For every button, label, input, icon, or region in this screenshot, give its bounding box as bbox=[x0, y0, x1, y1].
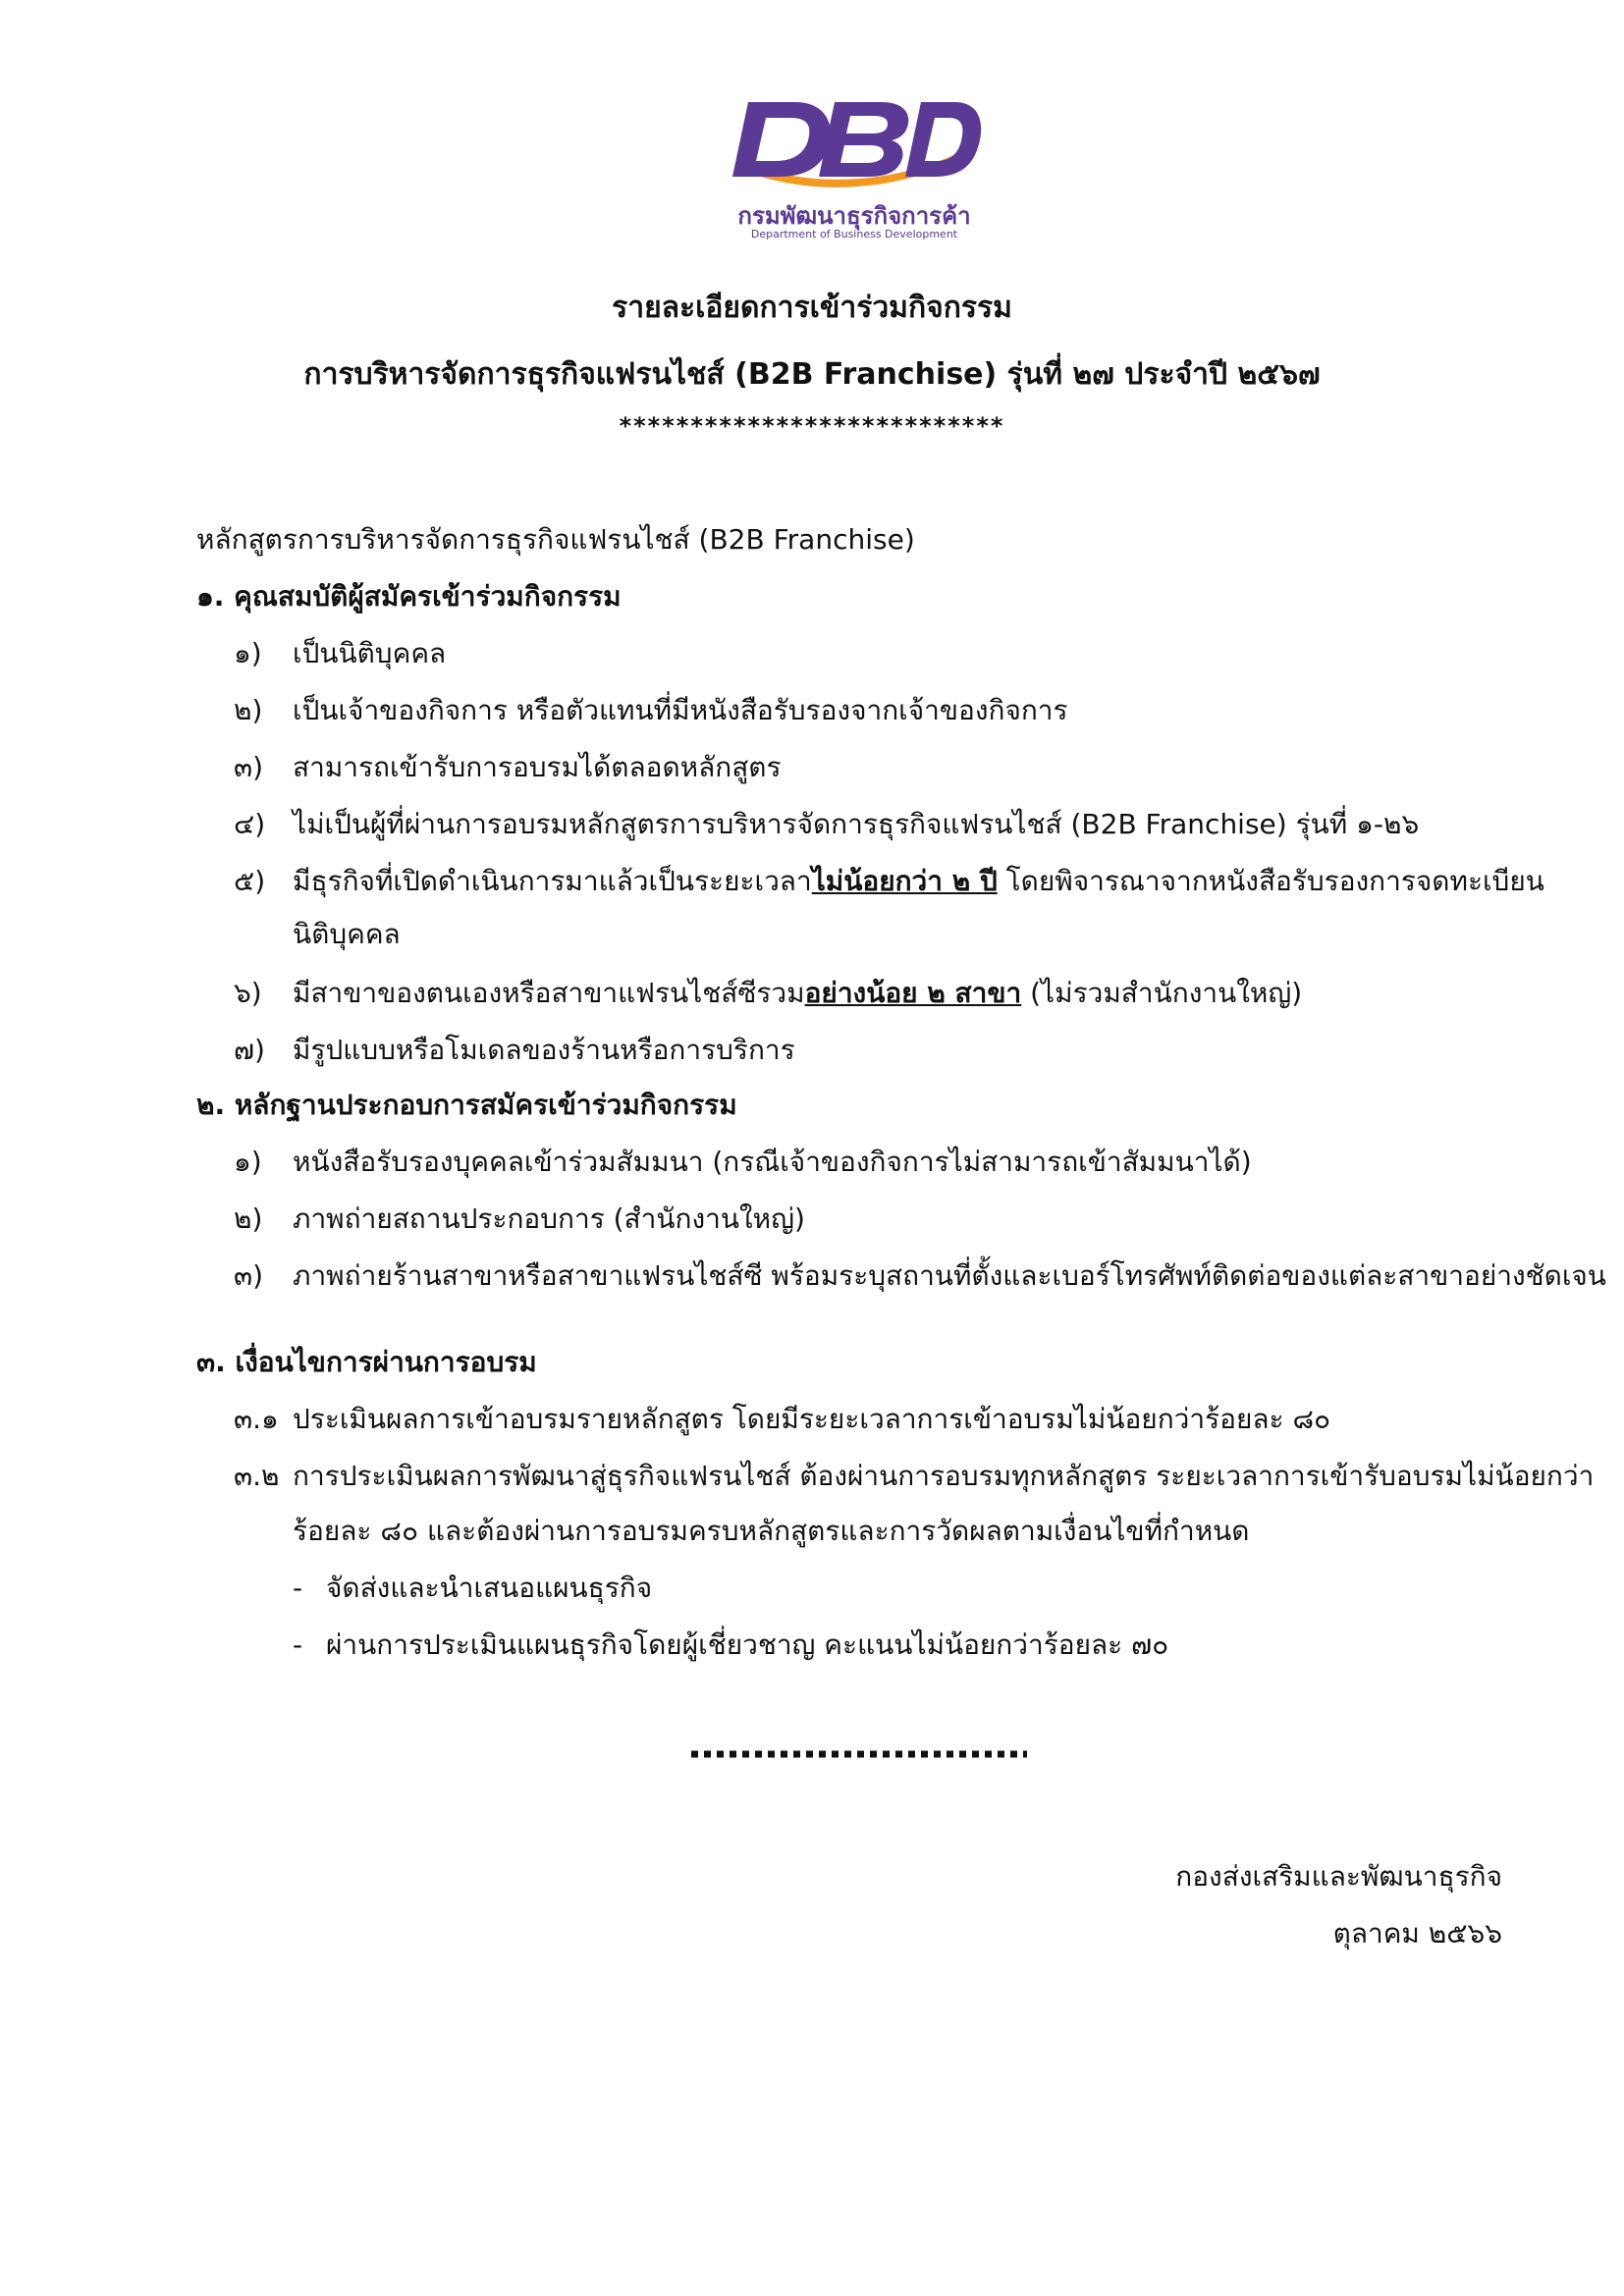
list-item-wrap: ร้อยละ ๘๐ และต้องผ่านการอบรมครบหลักสูตรและการวัดผลตามเงื่อนไขที่กำหนด bbox=[293, 1515, 1250, 1547]
list-item bbox=[234, 689, 1068, 732]
item-text: สามารถเข้ารับการอบรมได้ตลอดหลักสูตร bbox=[293, 751, 782, 783]
logo-english-name: Department of Business Development bbox=[750, 228, 958, 240]
section-2-heading: ๒. หลักฐานประกอบการสมัครเข้าร่วมกิจกรรม bbox=[196, 1089, 737, 1121]
item-number: ๓) bbox=[234, 751, 264, 783]
list-item bbox=[234, 972, 1302, 1015]
item-number: ๓) bbox=[234, 1259, 264, 1292]
item-number: ๗) bbox=[234, 1034, 265, 1066]
list-item bbox=[234, 1398, 1330, 1441]
end-of-document-rule bbox=[687, 1749, 1031, 1759]
bullet-item bbox=[293, 1567, 652, 1610]
item-number: ๑) bbox=[234, 1146, 262, 1178]
bullet-text: จัดส่งและนำเสนอแผนธุรกิจ bbox=[326, 1572, 653, 1604]
list-item bbox=[234, 803, 1419, 846]
list-item bbox=[234, 1198, 805, 1241]
list-item-wrap: นิติบุคคล bbox=[293, 918, 401, 950]
item-text: ภาพถ่ายร้านสาขาหรือสาขาแฟรนไชส์ซี พร้อมระบุสถานที่ตั้งและเบอร์โทรศัพท์ติดต่อของแต่ละสาขาอย่างชัดเจน bbox=[293, 1259, 1606, 1292]
bullet-dash: - bbox=[293, 1629, 303, 1661]
dbd-wordmark-icon bbox=[727, 90, 982, 198]
item-text: การประเมินผลการพัฒนาสู่ธุรกิจแฟรนไชส์ ต้องผ่านการอบรมทุกหลักสูตร ระยะเวลาการเข้ารับอบรมไม่น้อยกว่า bbox=[293, 1460, 1595, 1492]
list-item bbox=[234, 1455, 1594, 1498]
list-item bbox=[234, 1029, 795, 1072]
bullet-item bbox=[293, 1624, 1168, 1667]
emphasis-text: อย่างน้อย ๒ สาขา bbox=[804, 977, 1022, 1009]
item-text: ไม่เป็นผู้ที่ผ่านการอบรมหลักสูตรการบริหารจัดการธุรกิจแฟรนไชส์ (B2B Franchise) รุ่นที่ ๑-๒๖ bbox=[293, 808, 1420, 840]
section-3-heading: ๓. เงื่อนไขการผ่านการอบรม bbox=[196, 1346, 537, 1378]
document-title: รายละเอียดการเข้าร่วมกิจกรรม bbox=[612, 291, 1012, 325]
item-number: ๓.๒ bbox=[234, 1460, 280, 1492]
dbd-logo bbox=[727, 90, 982, 247]
bullet-text: ผ่านการประเมินแผนธุรกิจโดยผู้เชี่ยวชาญ คะแนนไม่น้อยกว่าร้อยละ ๗๐ bbox=[326, 1629, 1169, 1661]
list-item bbox=[234, 746, 782, 789]
item-number: ๒) bbox=[234, 1202, 263, 1235]
section-1-heading: ๑. คุณสมบัติผู้สมัครเข้าร่วมกิจกรรม bbox=[196, 580, 622, 613]
item-number: ๖) bbox=[234, 977, 262, 1009]
item-text: ภาพถ่ายสถานประกอบการ (สำนักงานใหญ่) bbox=[293, 1202, 805, 1235]
item-number: ๕) bbox=[234, 865, 266, 897]
document-subtitle: การบริหารจัดการธุรกิจแฟรนไชส์ (B2B Franchise) รุ่นที่ ๒๗ ประจำปี ๒๕๖๗ bbox=[303, 357, 1321, 392]
item-text: มีรูปแบบหรือโมเดลของร้านหรือการบริการ bbox=[293, 1034, 795, 1066]
item-text: หนังสือรับรองบุคคลเข้าร่วมสัมมนา (กรณีเจ้าของกิจการไม่สามารถเข้าสัมมนาได้) bbox=[293, 1146, 1252, 1178]
item-number: ๓.๑ bbox=[234, 1403, 279, 1435]
item-text: ประเมินผลการเข้าอบรมรายหลักสูตร โดยมีระยะเวลาการเข้าอบรมไม่น้อยกว่าร้อยละ ๘๐ bbox=[293, 1403, 1331, 1435]
bullet-dash: - bbox=[293, 1572, 303, 1604]
list-item bbox=[234, 632, 446, 675]
list-item bbox=[234, 860, 1544, 903]
item-number: ๒) bbox=[234, 694, 263, 726]
item-number: ๑) bbox=[234, 637, 262, 669]
item-text: เป็นนิติบุคคล bbox=[293, 637, 447, 669]
item-text-continued: โดยพิจารณาจากหนังสือรับรองการจดทะเบียน bbox=[997, 865, 1544, 897]
item-text-continued: (ไม่รวมสำนักงานใหญ่) bbox=[1021, 977, 1303, 1009]
item-number: ๔) bbox=[234, 808, 266, 840]
course-title: หลักสูตรการบริหารจัดการธุรกิจแฟรนไชส์ (B2B Franchise) bbox=[196, 523, 915, 556]
item-text: มีธุรกิจที่เปิดดำเนินการมาแล้วเป็นระยะเวลา bbox=[293, 865, 812, 897]
issue-date: ตุลาคม ๒๕๖๖ bbox=[1332, 1917, 1502, 1949]
emphasis-text: ไม่น้อยกว่า ๒ ปี bbox=[811, 865, 998, 897]
list-item bbox=[234, 1255, 1606, 1298]
list-item bbox=[234, 1141, 1252, 1184]
logo-thai-name: กรมพัฒนาธุรกิจการค้า bbox=[737, 202, 971, 230]
item-text: มีสาขาของตนเองหรือสาขาแฟรนไชส์ซีรวม bbox=[293, 977, 805, 1009]
title-separator: *************************** bbox=[619, 412, 1005, 440]
item-text: เป็นเจ้าของกิจการ หรือตัวแทนที่มีหนังสือรับรองจากเจ้าของกิจการ bbox=[293, 694, 1068, 726]
issuing-department: กองส่งเสริมและพัฒนาธุรกิจ bbox=[1175, 1860, 1502, 1893]
